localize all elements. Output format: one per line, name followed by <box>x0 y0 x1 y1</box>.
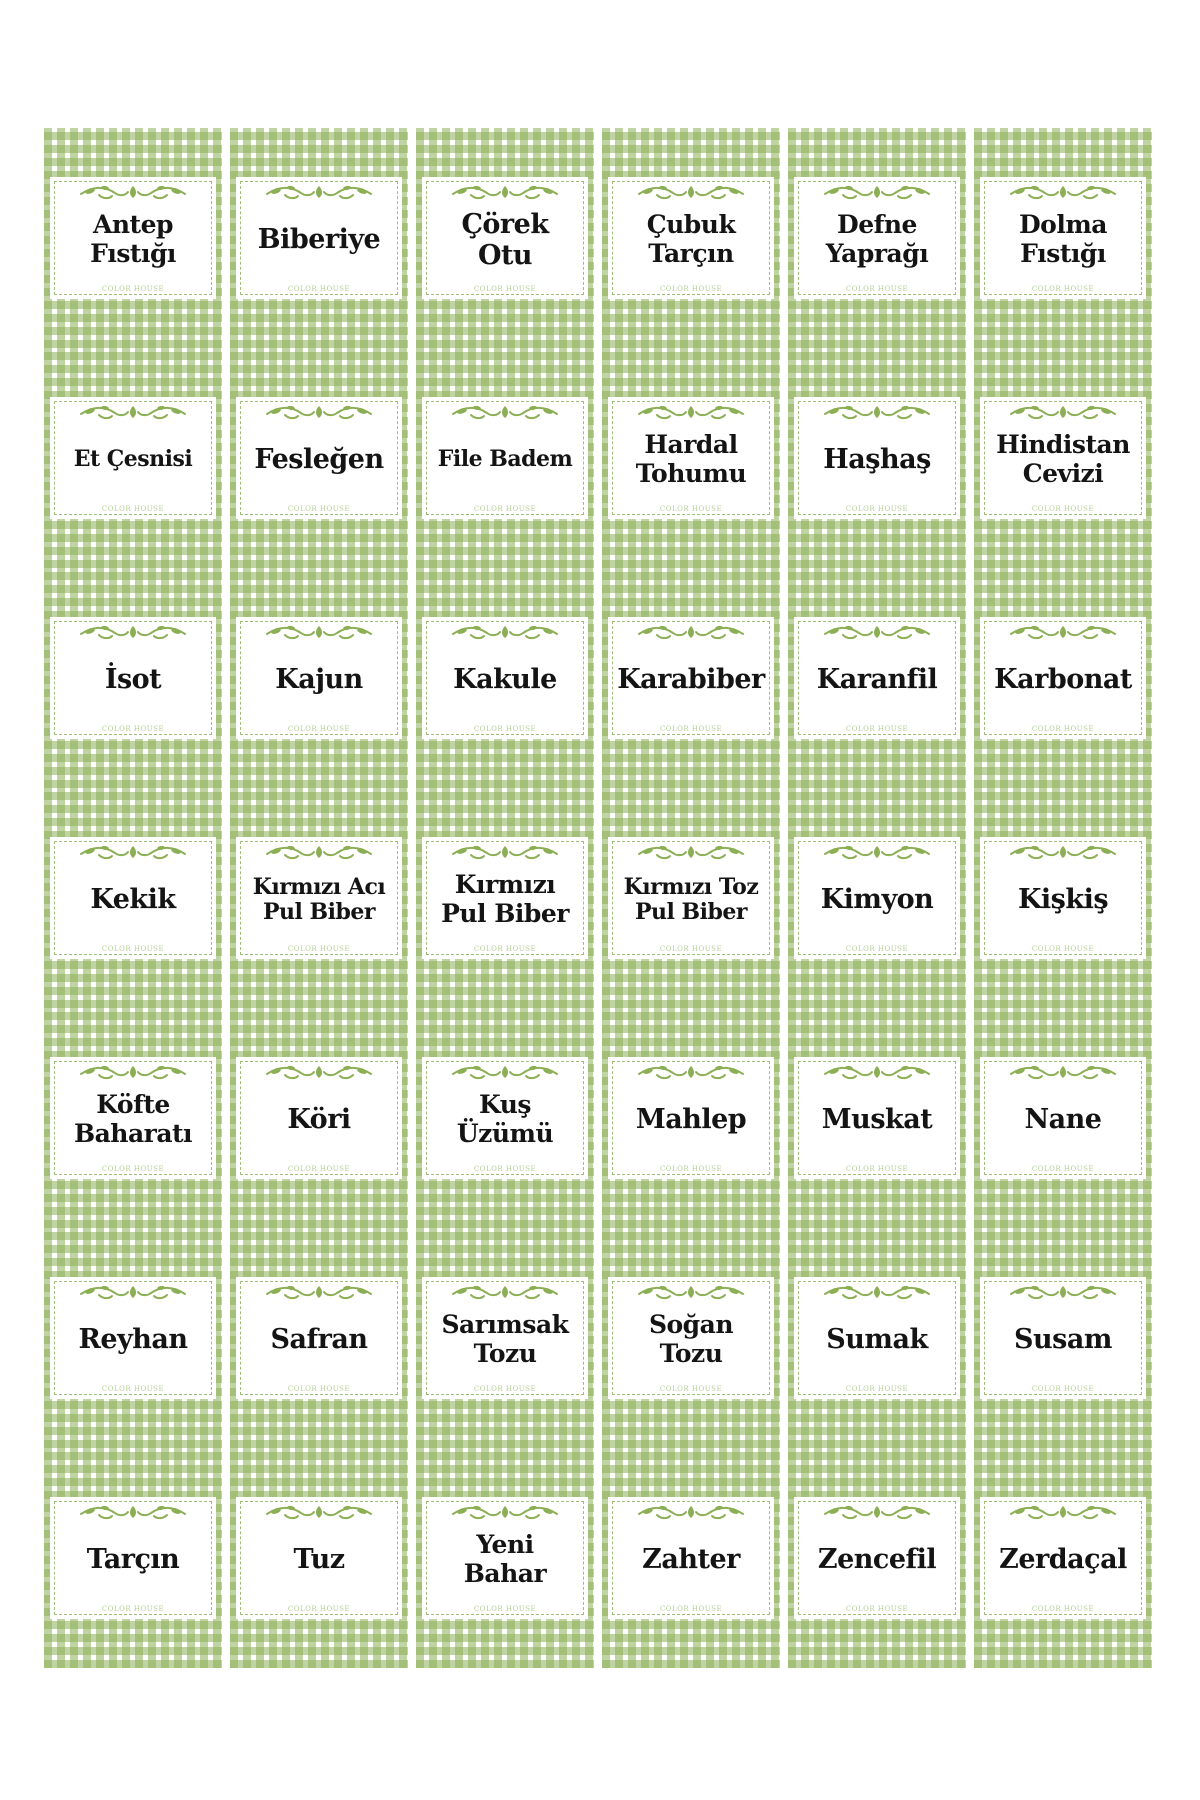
spice-label-tile-1 <box>44 128 222 348</box>
spice-label-tile-4 <box>602 128 780 348</box>
spice-label <box>798 1281 956 1395</box>
floral-swirl-ornament-icon <box>1005 403 1121 421</box>
spice-label <box>54 1501 212 1615</box>
spice-name: Defne Yaprağı <box>825 210 929 268</box>
floral-swirl-ornament-icon <box>819 1503 935 1521</box>
brand-text: COLOR HOUSE <box>473 1385 537 1393</box>
brand-text: COLOR HOUSE <box>101 725 165 733</box>
spice-label-tile-23 <box>788 788 966 1008</box>
spice-name: Tarçın <box>86 1544 180 1576</box>
spice-label <box>612 841 770 955</box>
brand-text: COLOR HOUSE <box>845 725 909 733</box>
floral-swirl-ornament-icon <box>261 183 377 201</box>
spice-label <box>798 1061 956 1175</box>
brand-text: COLOR HOUSE <box>287 285 351 293</box>
spice-label-tile-12 <box>974 348 1152 568</box>
spice-name: Kajun <box>275 664 363 696</box>
spice-name: Kakule <box>453 664 557 696</box>
brand-text: COLOR HOUSE <box>473 1605 537 1613</box>
floral-swirl-ornament-icon <box>75 1063 191 1081</box>
spice-label <box>612 1061 770 1175</box>
spice-name: Dolma Fıstığı <box>1018 210 1107 268</box>
spice-label-tile-35 <box>788 1228 966 1448</box>
spice-label-tile-29 <box>788 1008 966 1228</box>
brand-text: COLOR HOUSE <box>287 505 351 513</box>
spice-name: Kırmızı Pul Biber <box>441 870 569 928</box>
brand-text: COLOR HOUSE <box>473 505 537 513</box>
spice-name: Köri <box>287 1104 351 1136</box>
spice-label-tile-2 <box>230 128 408 348</box>
spice-label <box>426 401 584 515</box>
floral-swirl-ornament-icon <box>261 1063 377 1081</box>
label-sheet <box>44 128 1152 1668</box>
spice-name: Susam <box>1014 1324 1112 1356</box>
spice-name: File Badem <box>437 446 573 473</box>
floral-swirl-ornament-icon <box>819 1063 935 1081</box>
spice-label-tile-36 <box>974 1228 1152 1448</box>
spice-label <box>612 401 770 515</box>
floral-swirl-ornament-icon <box>633 1283 749 1301</box>
brand-text: COLOR HOUSE <box>287 725 351 733</box>
spice-name: Sarımsak Tozu <box>441 1310 569 1368</box>
spice-label-tile-7 <box>44 348 222 568</box>
spice-label <box>612 181 770 295</box>
floral-swirl-ornament-icon <box>447 1063 563 1081</box>
floral-swirl-ornament-icon <box>819 403 935 421</box>
brand-text: COLOR HOUSE <box>659 505 723 513</box>
spice-label-tile-34 <box>602 1228 780 1448</box>
brand-text: COLOR HOUSE <box>659 1165 723 1173</box>
spice-label-tile-31 <box>44 1228 222 1448</box>
spice-name: Et Çesnisi <box>73 446 193 473</box>
spice-label <box>984 621 1142 735</box>
spice-label <box>426 181 584 295</box>
spice-name: Çubuk Tarçın <box>646 210 736 268</box>
floral-swirl-ornament-icon <box>261 1283 377 1301</box>
spice-label <box>240 1061 398 1175</box>
floral-swirl-ornament-icon <box>1005 623 1121 641</box>
spice-name: Kimyon <box>820 884 934 916</box>
spice-label-tile-30 <box>974 1008 1152 1228</box>
brand-text: COLOR HOUSE <box>287 1605 351 1613</box>
floral-swirl-ornament-icon <box>261 843 377 861</box>
spice-label-tile-38 <box>230 1448 408 1668</box>
spice-label-tile-9 <box>416 348 594 568</box>
spice-label <box>426 621 584 735</box>
spice-label-tile-21 <box>416 788 594 1008</box>
spice-label-tile-5 <box>788 128 966 348</box>
brand-text: COLOR HOUSE <box>287 1165 351 1173</box>
spice-label <box>984 401 1142 515</box>
brand-text: COLOR HOUSE <box>659 945 723 953</box>
spice-label-tile-42 <box>974 1448 1152 1668</box>
spice-label <box>984 1061 1142 1175</box>
floral-swirl-ornament-icon <box>633 183 749 201</box>
spice-label-tile-40 <box>602 1448 780 1668</box>
floral-swirl-ornament-icon <box>447 1503 563 1521</box>
brand-text: COLOR HOUSE <box>845 285 909 293</box>
floral-swirl-ornament-icon <box>1005 843 1121 861</box>
spice-label-tile-39 <box>416 1448 594 1668</box>
floral-swirl-ornament-icon <box>1005 183 1121 201</box>
floral-swirl-ornament-icon <box>1005 1063 1121 1081</box>
spice-name: Kişkiş <box>1017 884 1109 916</box>
spice-label-tile-32 <box>230 1228 408 1448</box>
spice-label <box>984 1501 1142 1615</box>
spice-label-tile-16 <box>602 568 780 788</box>
spice-label <box>426 841 584 955</box>
floral-swirl-ornament-icon <box>261 1503 377 1521</box>
brand-text: COLOR HOUSE <box>101 1605 165 1613</box>
spice-label <box>612 621 770 735</box>
brand-text: COLOR HOUSE <box>1031 945 1095 953</box>
spice-label-tile-11 <box>788 348 966 568</box>
spice-label <box>54 1061 212 1175</box>
spice-label <box>54 621 212 735</box>
spice-label-tile-26 <box>230 1008 408 1228</box>
brand-text: COLOR HOUSE <box>845 505 909 513</box>
spice-name: Reyhan <box>78 1324 188 1356</box>
spice-label-tile-33 <box>416 1228 594 1448</box>
brand-text: COLOR HOUSE <box>1031 505 1095 513</box>
brand-text: COLOR HOUSE <box>287 945 351 953</box>
brand-text: COLOR HOUSE <box>845 1385 909 1393</box>
floral-swirl-ornament-icon <box>447 1283 563 1301</box>
spice-name: Yeni Bahar <box>463 1530 547 1588</box>
floral-swirl-ornament-icon <box>819 183 935 201</box>
brand-text: COLOR HOUSE <box>659 285 723 293</box>
spice-label-tile-6 <box>974 128 1152 348</box>
spice-label <box>240 1501 398 1615</box>
spice-name: Karanfil <box>816 664 938 696</box>
floral-swirl-ornament-icon <box>447 183 563 201</box>
spice-label <box>984 1281 1142 1395</box>
spice-label <box>240 401 398 515</box>
spice-label-tile-18 <box>974 568 1152 788</box>
spice-name: Biberiye <box>257 224 381 256</box>
spice-name: Kekik <box>90 884 176 916</box>
spice-name: Safran <box>270 1324 368 1356</box>
spice-label <box>798 181 956 295</box>
spice-label <box>798 401 956 515</box>
spice-name: Çörek Otu <box>461 208 549 271</box>
spice-label <box>426 1501 584 1615</box>
spice-name: Nane <box>1024 1104 1102 1136</box>
spice-label <box>240 621 398 735</box>
brand-text: COLOR HOUSE <box>101 1385 165 1393</box>
spice-name: Köfte Baharatı <box>73 1090 193 1148</box>
spice-label-tile-24 <box>974 788 1152 1008</box>
spice-label <box>240 1281 398 1395</box>
spice-name: Kırmızı Toz Pul Biber <box>623 873 759 925</box>
spice-label-tile-17 <box>788 568 966 788</box>
spice-label-tile-20 <box>230 788 408 1008</box>
spice-label <box>798 621 956 735</box>
spice-name: Mahlep <box>635 1104 747 1136</box>
spice-name: Hindistan Cevizi <box>996 430 1130 488</box>
floral-swirl-ornament-icon <box>261 403 377 421</box>
floral-swirl-ornament-icon <box>633 403 749 421</box>
floral-swirl-ornament-icon <box>75 183 191 201</box>
spice-label-tile-13 <box>44 568 222 788</box>
spice-name: Zahter <box>642 1544 740 1576</box>
floral-swirl-ornament-icon <box>75 1283 191 1301</box>
brand-text: COLOR HOUSE <box>845 1165 909 1173</box>
spice-label <box>426 1281 584 1395</box>
spice-name: Karabiber <box>617 664 765 696</box>
spice-label-tile-22 <box>602 788 780 1008</box>
spice-label <box>426 1061 584 1175</box>
spice-label <box>612 1281 770 1395</box>
floral-swirl-ornament-icon <box>75 403 191 421</box>
spice-label-tile-19 <box>44 788 222 1008</box>
floral-swirl-ornament-icon <box>75 1503 191 1521</box>
brand-text: COLOR HOUSE <box>1031 1385 1095 1393</box>
brand-text: COLOR HOUSE <box>473 945 537 953</box>
spice-label <box>240 181 398 295</box>
floral-swirl-ornament-icon <box>633 623 749 641</box>
brand-text: COLOR HOUSE <box>287 1385 351 1393</box>
spice-label <box>798 841 956 955</box>
spice-name: Kırmızı Acı Pul Biber <box>252 873 386 925</box>
floral-swirl-ornament-icon <box>75 623 191 641</box>
floral-swirl-ornament-icon <box>819 843 935 861</box>
spice-label <box>54 401 212 515</box>
spice-label <box>612 1501 770 1615</box>
brand-text: COLOR HOUSE <box>659 725 723 733</box>
spice-label <box>240 841 398 955</box>
spice-name: Zencefil <box>817 1544 937 1576</box>
spice-label-tile-27 <box>416 1008 594 1228</box>
brand-text: COLOR HOUSE <box>473 285 537 293</box>
spice-name: Haşhaş <box>823 444 931 476</box>
brand-text: COLOR HOUSE <box>845 945 909 953</box>
spice-label-tile-14 <box>230 568 408 788</box>
floral-swirl-ornament-icon <box>819 1283 935 1301</box>
brand-text: COLOR HOUSE <box>659 1605 723 1613</box>
floral-swirl-ornament-icon <box>633 1503 749 1521</box>
spice-label <box>798 1501 956 1615</box>
spice-name: Tuz <box>293 1544 345 1576</box>
spice-label <box>984 181 1142 295</box>
floral-swirl-ornament-icon <box>633 843 749 861</box>
brand-text: COLOR HOUSE <box>1031 285 1095 293</box>
floral-swirl-ornament-icon <box>1005 1503 1121 1521</box>
spice-name: Hardal Tohumu <box>635 430 747 488</box>
spice-name: Muskat <box>821 1104 933 1136</box>
spice-label-tile-41 <box>788 1448 966 1668</box>
floral-swirl-ornament-icon <box>819 623 935 641</box>
spice-label-tile-28 <box>602 1008 780 1228</box>
spice-label-tile-25 <box>44 1008 222 1228</box>
spice-label <box>984 841 1142 955</box>
spice-label <box>54 841 212 955</box>
brand-text: COLOR HOUSE <box>473 725 537 733</box>
spice-label-tile-3 <box>416 128 594 348</box>
spice-name: Soğan Tozu <box>648 1310 734 1368</box>
spice-label-tile-15 <box>416 568 594 788</box>
brand-text: COLOR HOUSE <box>1031 725 1095 733</box>
floral-swirl-ornament-icon <box>75 843 191 861</box>
brand-text: COLOR HOUSE <box>101 1165 165 1173</box>
spice-name: Sumak <box>826 1324 928 1356</box>
spice-label-tile-10 <box>602 348 780 568</box>
floral-swirl-ornament-icon <box>447 623 563 641</box>
brand-text: COLOR HOUSE <box>473 1165 537 1173</box>
brand-text: COLOR HOUSE <box>101 945 165 953</box>
brand-text: COLOR HOUSE <box>1031 1605 1095 1613</box>
brand-text: COLOR HOUSE <box>1031 1165 1095 1173</box>
spice-label <box>54 1281 212 1395</box>
spice-label-tile-37 <box>44 1448 222 1668</box>
spice-name: Kuş Üzümü <box>456 1090 554 1148</box>
spice-name: Fesleğen <box>254 444 384 476</box>
spice-name: Antep Fıstığı <box>90 210 176 268</box>
brand-text: COLOR HOUSE <box>101 505 165 513</box>
floral-swirl-ornament-icon <box>1005 1283 1121 1301</box>
spice-name: Karbonat <box>994 664 1132 696</box>
spice-label-tile-8 <box>230 348 408 568</box>
floral-swirl-ornament-icon <box>261 623 377 641</box>
spice-label <box>54 181 212 295</box>
brand-text: COLOR HOUSE <box>101 285 165 293</box>
floral-swirl-ornament-icon <box>633 1063 749 1081</box>
floral-swirl-ornament-icon <box>447 403 563 421</box>
brand-text: COLOR HOUSE <box>845 1605 909 1613</box>
spice-name: Zerdaçal <box>999 1544 1127 1576</box>
floral-swirl-ornament-icon <box>447 843 563 861</box>
brand-text: COLOR HOUSE <box>659 1385 723 1393</box>
spice-name: İsot <box>104 664 162 696</box>
